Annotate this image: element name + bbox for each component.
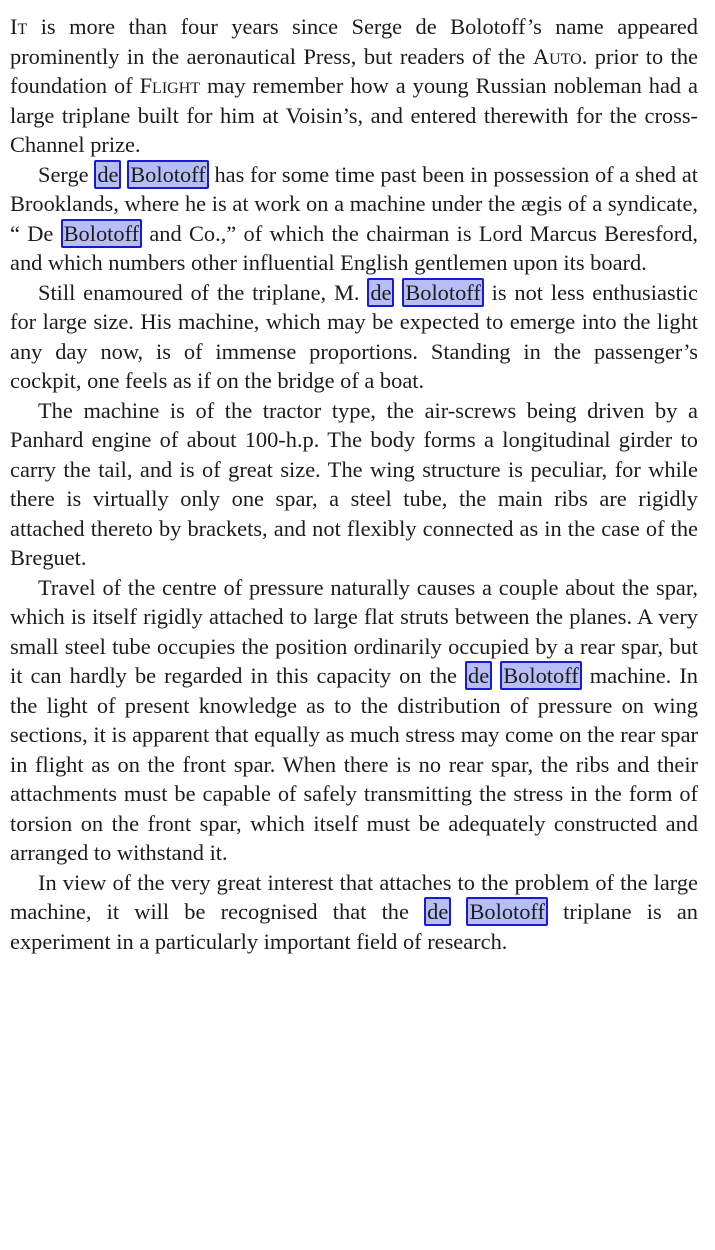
text-run: has for some time past been in possession of a shed at Brooklands, where he is at work on a machine under the ægis of a syndicate, “ De <box>10 161 698 246</box>
paragraph-1 <box>10 12 698 160</box>
article-page <box>10 12 698 956</box>
search-highlight: de <box>94 160 121 189</box>
paragraph-2 <box>10 160 698 278</box>
text-run: may remember how a young Russian nobleman had a large triplane built for him at Voisin’s, and entered therewith for the cross-Channel prize. <box>10 73 698 157</box>
text-run: . prior to the foundation of <box>10 43 698 98</box>
text-run: triplane is an experiment in a particularly important field of research. <box>10 899 698 954</box>
small-caps-text: It <box>10 14 28 39</box>
text-run: The machine is of the tractor type, the air-screws being driven by a Panhard engine of about 100-h.p. The body forms a longitudinal girder to carry the tail, and is of great size. The wing structure is peculiar, for while there is virtually only one spar, a steel tube, the main ribs are rigidly attached thereto by brackets, and not flexibly connected as in the case of the Breguet. <box>10 397 698 570</box>
search-highlight: Bolotoff <box>61 219 142 248</box>
search-highlight: Bolotoff <box>127 160 208 189</box>
text-run: is more than four years since Serge de Bolotoff’s name appeared prominently in the aeronautical Press, but readers of the <box>10 14 698 69</box>
paragraph-3 <box>10 278 698 396</box>
text-run: Serge <box>38 161 95 187</box>
search-highlight: de <box>465 661 492 690</box>
text-run: Still enamoured of the triplane, M. <box>38 279 368 305</box>
search-highlight: Bolotoff <box>402 278 483 307</box>
search-highlight: de <box>424 897 451 926</box>
text-run: In view of the very great interest that attaches to the problem of the large machine, it will be recognised that the <box>10 869 698 924</box>
paragraph-5 <box>10 573 698 868</box>
text-run: Travel of the centre of pressure naturally causes a couple about the spar, which is itself rigidly attached to large flat struts between the planes. A very small steel tube occupies the position ordinarily occupied by a rear spar, but it can hardly be regarded in this capacity on the <box>10 574 698 688</box>
text-run: is not less enthusiastic for large size. His machine, which may be expected to emerge into the light any day now, is of immense proportions. Standing in the passenger’s cockpit, one feels as if on the bridge of a boat. <box>10 279 698 393</box>
small-caps-text: Auto <box>532 43 582 69</box>
small-caps-text: Flight <box>139 73 201 98</box>
search-highlight: Bolotoff <box>466 897 547 926</box>
text-run: machine. In the light of present knowledge as to the distribution of pressure on wing sections, it is apparent that equally as much stress may come on the rear spar in flight as on the front spar. When there is no rear spar, the ribs and their attachments must be capable of safely transmitting the stress in the form of torsion on the front spar, which itself must be adequately constructed and arranged to withstand it. <box>10 663 698 865</box>
search-highlight: Bolotoff <box>500 661 581 690</box>
paragraph-4 <box>10 396 698 573</box>
paragraph-6 <box>10 868 698 957</box>
text-run: and Co.,” of which the chairman is Lord Marcus Beresford, and which numbers other influential English gentlemen upon its board. <box>10 220 698 275</box>
search-highlight: de <box>367 278 394 307</box>
text-run <box>451 899 466 924</box>
